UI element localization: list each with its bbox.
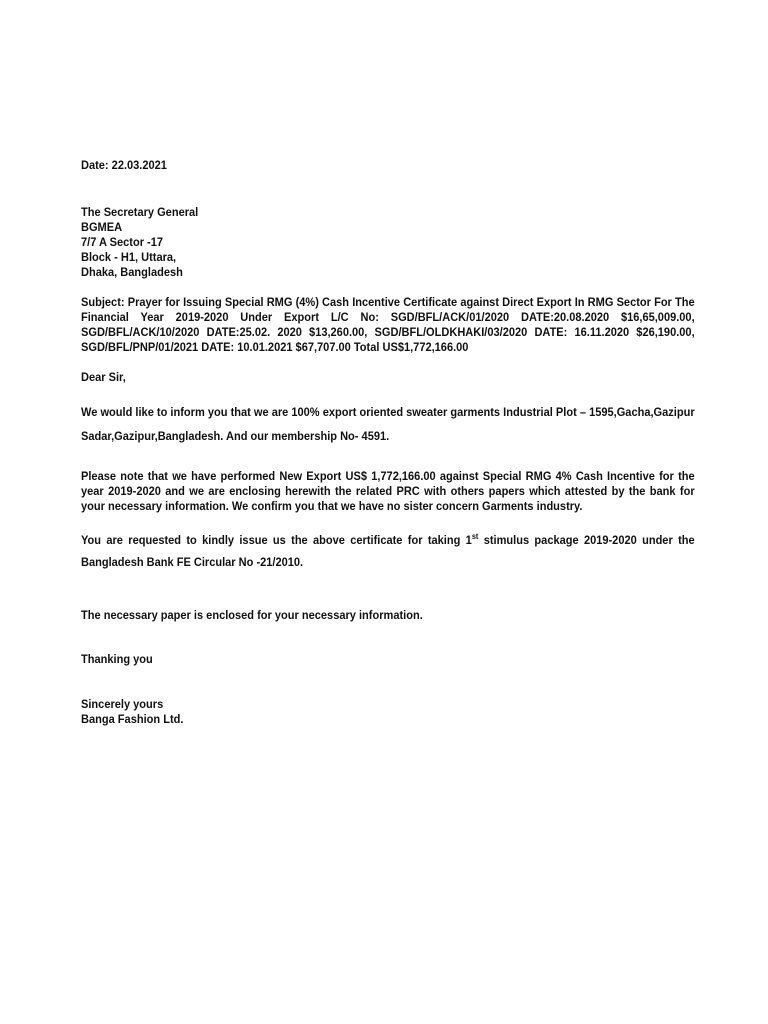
recipient-line: BGMEA xyxy=(81,220,123,234)
subject-line: Subject: Prayer for Issuing Special RMG (4%) Cash Incentive Certificate against Direct Export In RMG Sector For The Financial Year 2019-2020 Under Export L/C No: SGD/BFL/ACK/01/2020 DATE:20.08.2020 $16,65,009.00, SGD/BFL/ACK/10/2020 DATE:25.02. 2020 $13,260.00, SGD/BFL/OLDKHAKI/03/2020 DATE: 16.11.2020 $26,190.00, SGD/BFL/PNP/01/2021 DATE: 10.01.2021 $67,707.00 Total US$1,772,166.00 xyxy=(81,295,695,354)
salutation: Dear Sir, xyxy=(81,370,126,384)
recipient-line: 7/7 A Sector -17 xyxy=(81,235,164,249)
company-name: Banga Fashion Ltd. xyxy=(81,712,184,726)
request-text-start: You are requested to kindly issue us the above certificate for taking 1 xyxy=(81,533,472,547)
body-paragraph-request xyxy=(81,529,695,573)
request-text-end: stimulus package 2019-2020 under the Bangladesh Bank FE Circular No -21/2010. xyxy=(81,533,695,569)
body-paragraph-export: Please note that we have performed New Export US$ 1,772,166.00 against Special RMG 4% Cash Incentive for the year 2019-2020 and we are enclosing herewith the related PRC with others papers which attested by the bank for your necessary information. We confirm you that we have no sister concern Garments industry. xyxy=(81,469,695,513)
letter-date: Date: 22.03.2021 xyxy=(81,158,167,172)
thanks-line: Thanking you xyxy=(81,652,153,666)
body-paragraph-intro: We would like to inform you that we are 100% export oriented sweater garments Industrial Plot – 1595,Gacha,Gazipur Sadar,Gazipur,Bangladesh. And our membership No- 4591. xyxy=(81,405,695,443)
recipient-line: Dhaka, Bangladesh xyxy=(81,265,183,279)
recipient-address xyxy=(81,205,695,280)
body-paragraph-enclosure: The necessary paper is enclosed for your necessary information. xyxy=(81,608,423,622)
signoff-line: Sincerely yours xyxy=(81,697,164,711)
recipient-line: The Secretary General xyxy=(81,205,199,219)
ordinal-suffix: st xyxy=(471,532,479,541)
recipient-line: Block - H1, Uttara, xyxy=(81,250,177,264)
letter-page xyxy=(81,158,695,727)
